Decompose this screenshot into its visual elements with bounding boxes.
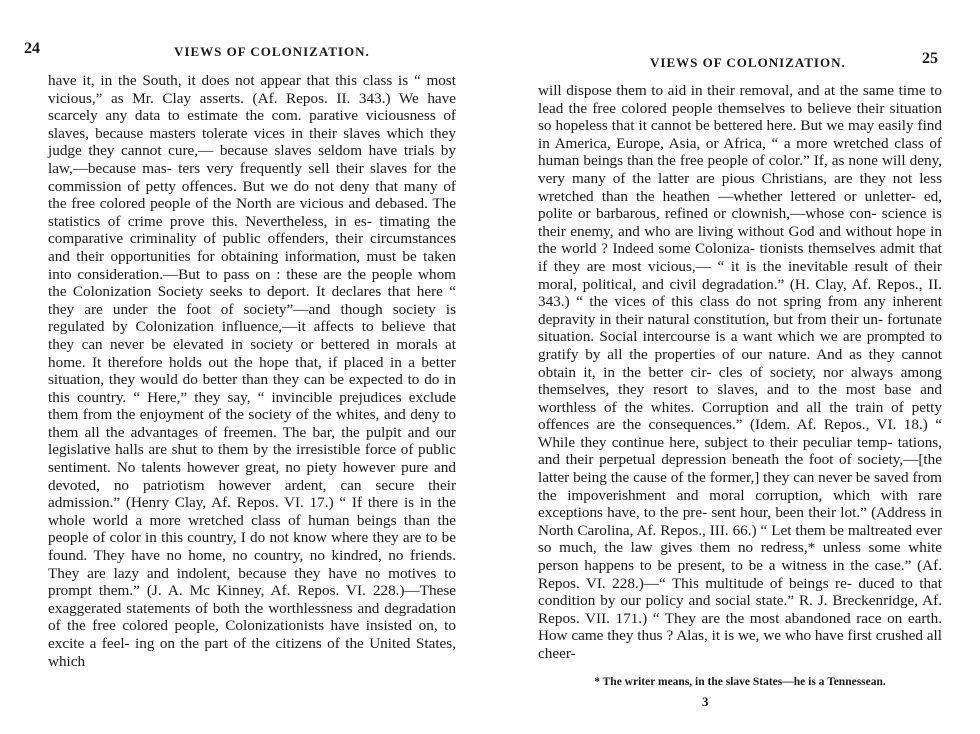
signature-mark: 3	[702, 694, 709, 709]
footnote: * The writer means, in the slave States—he is a Tennessean.	[594, 676, 886, 688]
running-head-left: VIEWS OF COLONIZATION.	[174, 44, 370, 59]
paragraph: will dispose them to aid in their removal, and at the same time to lead the free colored people themselves to believe their situation so hopeless that it cannot be bettered here. But we may easily find in America, Europe, Asia, or Africa, “ a more wretched class of human beings than the free people of color.” If, as none will deny, very many of the latter are pious Christians, are they not less wretched than the heathen —whether lettered or unletter- ed, polite or barbarous, refined or clownish,—whose con- science is their enemy, and who are living without God and without hope in the world ? Indeed some Coloniza- tionists themselves admit that if they are most vicious,— “ it is the inevitable result of their moral, political, and civil degradation.” (H. Clay, Af. Repos., II. 343.) “ the vices of this class do not spring from any inherent depravity in their natural constitution, but from their un- fortunate situation. Social intercourse is a want which we are prompted to gratify by all the properties of our nature. And as they cannot obtain it, in the better cir- cles of society, nor always among themselves, they resort to slaves, and to the most base and worthless of the whites. Corruption and all the train of petty offences are the consequences.” (Idem. Af. Repos., VI. 18.) “ While they continue here, subject to their peculiar temp- tations, and their perpetual depression beneath the foot of society,—[the latter being the cause of the former,] they can never be saved from the impoverishment and moral corruption, which with rare exceptions have, to the pre- sent hour, been their lot.” (Address in North Carolina, Af. Repos., III. 66.) “ Let them be maltreated ever so much, the law gives them no redress,* unless some white person happens to be present, to be a witness in the case.” (Af. Repos. VI. 228.)—“ This multitude of beings re- duced to that condition by our policy and social state.” R. J. Breckenridge, Af. Repos. VII. 171.) “ They are the most abandoned race on earth. How came they thus ? Alas, it is we, we who have first crushed all cheer-	[538, 82, 942, 662]
body-text-right	[538, 82, 942, 663]
paragraph: have it, in the South, it does not appear that this class is “ most vicious,” as Mr. Clay asserts. (Af. Repos. II. 343.) We have scarcely any data to estimate the com. parative viciousness of slaves, because masters tolerate vices in their slaves which they judge they cannot cure,— because slaves seldom have trials by law,—because mas- ters very frequently sell their slaves for the commission of petty offences. But we do not deny that many of the free colored people of the North are vicious and debased. The statistics of crime prove this. Nevertheless, in es- timating the comparative criminality of public offenders, their circumstances and their opportunities for obtaining information, must be taken into consideration.—But to pass on : these are the people whom the Colonization Society seeks to deport. It declares that here “ they are under the foot of society”—and though society is regulated by Colonization influence,—it affects to believe that they can never be elevated in society or bettered in morals at home. It therefore holds out the hope that, if placed in a better situation, they would do better than they can be expected to do in this country. “ Here,” they say, “ invincible prejudices exclude them from the enjoyment of the society of the whites, and deny to them all the advantages of freemen. The bar, the pulpit and our legislative halls are shut to them by the irresistible force of public sentiment. No talents however great, no piety however pure and devoted, no patriotism however ardent, can secure their admission.” (Henry Clay, Af. Repos. VI. 17.) “ If there is in the whole world a more wretched class of human beings than the people of color in this country, I do not know where they are to be found. They have no home, no country, no kindred, no friends. They are lazy and indolent, because they have no motives to prompt them.” (J. A. Mc Kinney, Af. Repos. VI. 228.)—These exaggerated statements of both the worthlessness and degradation of the free colored people, Colonizationists have insisted on, to excite a feel- ing on the part of the citizens of the United States, which	[48, 72, 456, 670]
right-page	[490, 0, 980, 734]
page-number-left: 24	[24, 40, 40, 57]
page-number-right: 25	[922, 50, 938, 67]
running-head-right: VIEWS OF COLONIZATION.	[650, 55, 846, 70]
body-text-left	[48, 72, 456, 670]
